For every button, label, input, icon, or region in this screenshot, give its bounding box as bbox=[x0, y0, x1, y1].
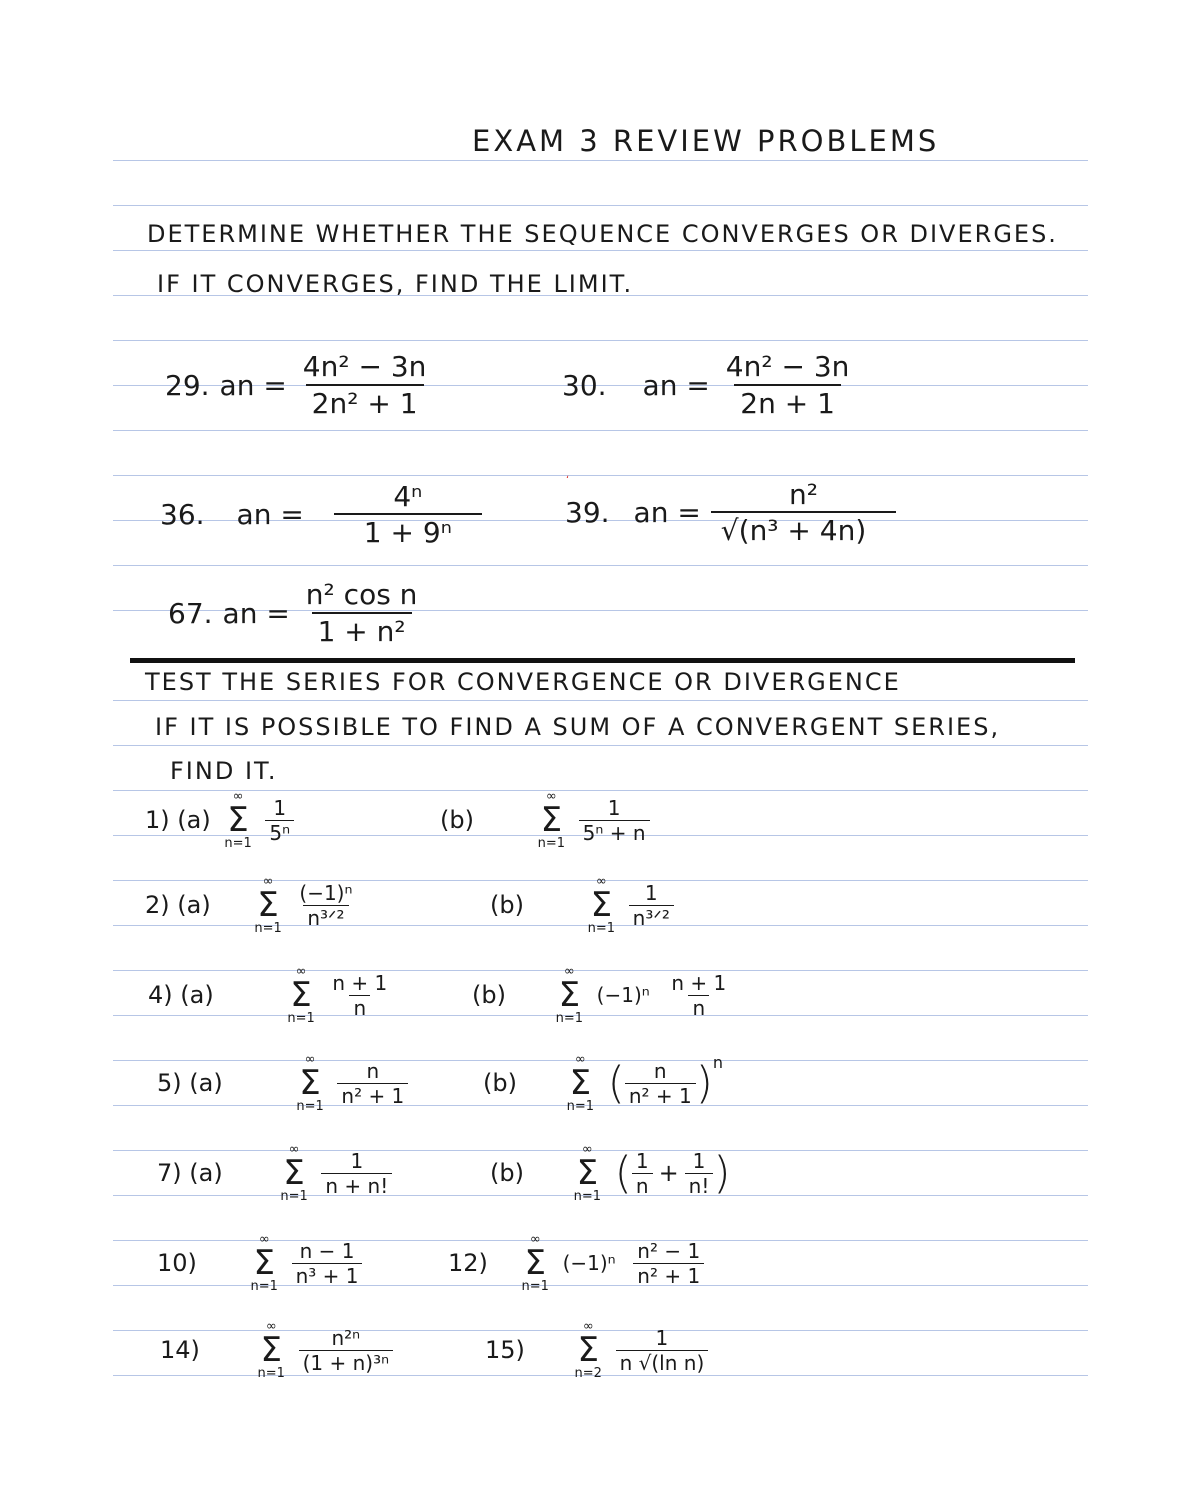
numerator: 1 bbox=[273, 795, 287, 820]
denominator: n bbox=[688, 995, 709, 1020]
sigma-lower: n=1 bbox=[257, 1366, 285, 1381]
series-5b bbox=[483, 1053, 723, 1113]
sigma-symbol: Σ bbox=[540, 800, 563, 840]
sigma-symbol: Σ bbox=[260, 1330, 282, 1370]
problem-label: (b) bbox=[490, 1159, 524, 1187]
sequence-instruction-line2: IF IT CONVERGES, FIND THE LIMIT. bbox=[157, 270, 634, 298]
denominator: 2n + 1 bbox=[734, 384, 841, 420]
numerator: 1 bbox=[655, 1325, 669, 1350]
left-paren: ( bbox=[614, 1147, 632, 1199]
sigma bbox=[556, 965, 583, 1025]
fraction bbox=[299, 1326, 393, 1375]
sigma-symbol: Σ bbox=[253, 1243, 275, 1283]
series-2a bbox=[145, 875, 356, 935]
sign-factor: (−1)ⁿ bbox=[562, 1251, 616, 1275]
ruled-line bbox=[113, 700, 1088, 701]
problem-number: 29. bbox=[165, 368, 210, 402]
ruled-line bbox=[113, 745, 1088, 746]
series-5a bbox=[157, 1053, 408, 1113]
ruled-line bbox=[113, 205, 1088, 206]
denominator: n bbox=[632, 1173, 653, 1198]
sequence-term: an = bbox=[222, 596, 290, 630]
denominator: n! bbox=[685, 1173, 714, 1198]
series-12 bbox=[448, 1233, 704, 1293]
sigma-symbol: Σ bbox=[290, 975, 312, 1015]
numerator: 1 bbox=[350, 1148, 364, 1173]
fraction bbox=[334, 480, 482, 549]
ruled-line bbox=[113, 160, 1088, 161]
right-paren: ) bbox=[713, 1147, 731, 1199]
numerator: 4n² − 3n bbox=[725, 350, 850, 383]
sign-factor: (−1)ⁿ bbox=[596, 983, 650, 1007]
sigma-upper: ∞ bbox=[581, 1142, 593, 1157]
sigma-lower: n=1 bbox=[280, 1189, 308, 1204]
sigma-upper: ∞ bbox=[232, 789, 244, 804]
sigma-lower: n=1 bbox=[573, 1189, 602, 1204]
sequence-term: an = bbox=[219, 368, 287, 402]
sigma-upper: ∞ bbox=[265, 1319, 277, 1334]
sigma bbox=[280, 1143, 307, 1203]
numerator: 1 bbox=[692, 1148, 706, 1173]
fraction bbox=[321, 1149, 392, 1198]
sigma bbox=[296, 1053, 323, 1113]
sigma bbox=[254, 875, 281, 935]
fraction bbox=[685, 1149, 714, 1198]
sequence-term: an = bbox=[236, 498, 304, 531]
problem-number: 39. bbox=[565, 496, 610, 529]
problem-number: 36. bbox=[160, 498, 205, 531]
fraction bbox=[632, 1149, 653, 1198]
problem-36 bbox=[160, 480, 482, 549]
ruled-line bbox=[113, 250, 1088, 251]
sigma-upper: ∞ bbox=[295, 964, 307, 979]
numerator: n + 1 bbox=[332, 970, 388, 995]
sigma-upper: ∞ bbox=[563, 964, 575, 979]
sigma-symbol: Σ bbox=[257, 885, 279, 925]
sigma bbox=[287, 965, 314, 1025]
problem-label: (b) bbox=[483, 1069, 517, 1097]
sigma-lower: n=1 bbox=[566, 1099, 595, 1114]
problem-label: 7) (a) bbox=[157, 1159, 223, 1187]
sigma-lower: n=1 bbox=[250, 1279, 278, 1294]
denominator: √(n³ + 4n) bbox=[711, 511, 896, 547]
denominator: n³ᐟ² bbox=[629, 905, 674, 930]
numerator: 4ⁿ bbox=[393, 480, 423, 513]
denominator: n² + 1 bbox=[337, 1083, 408, 1108]
series-15 bbox=[485, 1320, 708, 1380]
fraction bbox=[297, 350, 433, 420]
sigma bbox=[251, 1233, 278, 1293]
numerator: n² bbox=[789, 478, 819, 511]
fraction bbox=[667, 971, 730, 1020]
problem-label: 14) bbox=[160, 1336, 200, 1364]
sequence-term: an = bbox=[642, 368, 710, 402]
denominator: n² + 1 bbox=[625, 1083, 696, 1108]
denominator: 5ⁿ + n bbox=[579, 820, 650, 845]
fraction bbox=[579, 796, 650, 845]
denominator: n² + 1 bbox=[633, 1263, 704, 1288]
sigma-lower: n=1 bbox=[521, 1279, 549, 1294]
numerator: n + 1 bbox=[671, 970, 727, 995]
problem-29 bbox=[165, 350, 432, 420]
numerator: n² − 1 bbox=[637, 1238, 701, 1263]
fraction bbox=[625, 1059, 696, 1108]
sigma bbox=[538, 790, 565, 850]
sigma-symbol: Σ bbox=[576, 1153, 599, 1193]
series-4b bbox=[472, 965, 730, 1025]
series-1b bbox=[440, 790, 650, 850]
sigma-lower: n=1 bbox=[296, 1099, 324, 1114]
fraction bbox=[300, 578, 424, 648]
problem-67 bbox=[168, 578, 423, 648]
fraction bbox=[616, 1326, 709, 1375]
problem-number: 30. bbox=[562, 368, 607, 402]
fraction bbox=[720, 350, 856, 420]
fraction bbox=[295, 881, 356, 930]
sigma-upper: ∞ bbox=[529, 1232, 541, 1247]
problem-label: 1) (a) bbox=[145, 806, 211, 834]
plus-sign: + bbox=[658, 1159, 679, 1187]
sigma bbox=[574, 1143, 601, 1203]
numerator: n²ⁿ bbox=[331, 1325, 361, 1350]
series-7b bbox=[490, 1143, 731, 1203]
series-instruction-line2: IF IT IS POSSIBLE TO FIND A SUM OF A CONVERGENT SERIES, bbox=[155, 713, 1001, 741]
right-paren: ) bbox=[695, 1057, 713, 1109]
series-2b bbox=[490, 875, 674, 935]
sigma-lower: n=1 bbox=[287, 1011, 315, 1026]
red-mark: ʻ bbox=[566, 475, 570, 486]
numerator: 1 bbox=[635, 1148, 649, 1173]
sequence-instruction-line1: DETERMINE WHETHER THE SEQUENCE CONVERGES OR DIVERGES. bbox=[147, 220, 1058, 248]
sigma bbox=[567, 1053, 594, 1113]
sigma-lower: n=1 bbox=[537, 836, 566, 851]
sigma-upper: ∞ bbox=[582, 1319, 594, 1334]
fraction bbox=[629, 881, 674, 930]
problem-label: 10) bbox=[157, 1249, 197, 1277]
numerator: 1 bbox=[644, 880, 658, 905]
problem-label: (b) bbox=[472, 981, 506, 1009]
numerator: 1 bbox=[607, 795, 621, 820]
sigma-lower: n=1 bbox=[224, 836, 252, 851]
denominator: (1 + n)³ⁿ bbox=[299, 1350, 393, 1375]
ruled-line bbox=[113, 565, 1088, 566]
problem-label: 4) (a) bbox=[148, 981, 214, 1009]
denominator: n bbox=[349, 995, 370, 1020]
sigma-symbol: Σ bbox=[577, 1330, 599, 1370]
series-14 bbox=[160, 1320, 393, 1380]
sigma-upper: ∞ bbox=[574, 1052, 586, 1067]
sigma-lower: n=1 bbox=[555, 1011, 584, 1026]
sigma bbox=[588, 875, 615, 935]
sequence-term: an = bbox=[633, 496, 701, 529]
fraction bbox=[292, 1239, 363, 1288]
denominator: 5ⁿ bbox=[265, 820, 294, 845]
denominator: 1 + n² bbox=[312, 612, 412, 648]
page-title: EXAM 3 REVIEW PROBLEMS bbox=[472, 124, 940, 158]
sigma-symbol: Σ bbox=[227, 800, 249, 840]
ruled-line bbox=[113, 340, 1088, 341]
exponent: n bbox=[712, 1053, 724, 1072]
sigma-symbol: Σ bbox=[569, 1063, 592, 1103]
sigma-symbol: Σ bbox=[283, 1153, 305, 1193]
denominator: n √(ln n) bbox=[616, 1350, 709, 1375]
series-instruction-line3: FIND IT. bbox=[170, 757, 278, 785]
problem-30 bbox=[562, 350, 855, 420]
problem-number: 67. bbox=[168, 596, 213, 630]
numerator: n bbox=[653, 1058, 667, 1083]
denominator: n + n! bbox=[321, 1173, 392, 1198]
numerator: n bbox=[366, 1058, 380, 1083]
sigma-symbol: Σ bbox=[590, 885, 613, 925]
problem-label: (b) bbox=[490, 891, 524, 919]
problem-label: 15) bbox=[485, 1336, 525, 1364]
sigma bbox=[224, 790, 251, 850]
denominator: 1 + 9ⁿ bbox=[334, 513, 482, 549]
problem-label: (b) bbox=[440, 806, 474, 834]
sigma bbox=[522, 1233, 549, 1293]
sigma bbox=[258, 1320, 285, 1380]
sigma-symbol: Σ bbox=[558, 975, 581, 1015]
problem-label: 12) bbox=[448, 1249, 488, 1277]
ruled-line bbox=[113, 430, 1088, 431]
denominator: n³ + 1 bbox=[292, 1263, 363, 1288]
series-4a bbox=[148, 965, 391, 1025]
numerator: (−1)ⁿ bbox=[299, 880, 353, 905]
sigma-lower: n=1 bbox=[254, 921, 282, 936]
fraction bbox=[328, 971, 391, 1020]
ruled-line bbox=[113, 475, 1088, 476]
series-instruction-line1: TEST THE SERIES FOR CONVERGENCE OR DIVERGENCE bbox=[145, 668, 901, 696]
denominator: 2n² + 1 bbox=[306, 384, 424, 420]
sigma-upper: ∞ bbox=[304, 1052, 316, 1067]
problem-39 bbox=[565, 478, 896, 547]
sigma-upper: ∞ bbox=[545, 789, 557, 804]
sigma-upper: ∞ bbox=[262, 874, 274, 889]
fraction bbox=[711, 478, 896, 547]
sigma-upper: ∞ bbox=[595, 874, 607, 889]
numerator: n − 1 bbox=[299, 1238, 355, 1263]
fraction bbox=[337, 1059, 408, 1108]
denominator: n³ᐟ² bbox=[303, 905, 348, 930]
series-10 bbox=[157, 1233, 362, 1293]
sigma-lower: n=2 bbox=[574, 1366, 602, 1381]
sigma-symbol: Σ bbox=[524, 1243, 546, 1283]
sigma bbox=[575, 1320, 602, 1380]
sigma-upper: ∞ bbox=[258, 1232, 270, 1247]
problem-label: 2) (a) bbox=[145, 891, 211, 919]
series-1a bbox=[145, 790, 294, 850]
numerator: 4n² − 3n bbox=[302, 350, 427, 383]
section-divider bbox=[130, 658, 1075, 663]
fraction bbox=[633, 1239, 704, 1288]
fraction bbox=[265, 796, 294, 845]
series-7a bbox=[157, 1143, 392, 1203]
sigma-lower: n=1 bbox=[587, 921, 616, 936]
sigma-upper: ∞ bbox=[288, 1142, 300, 1157]
problem-label: 5) (a) bbox=[157, 1069, 223, 1097]
sigma-symbol: Σ bbox=[299, 1063, 321, 1103]
left-paren: ( bbox=[607, 1057, 625, 1109]
numerator: n² cos n bbox=[305, 578, 418, 611]
